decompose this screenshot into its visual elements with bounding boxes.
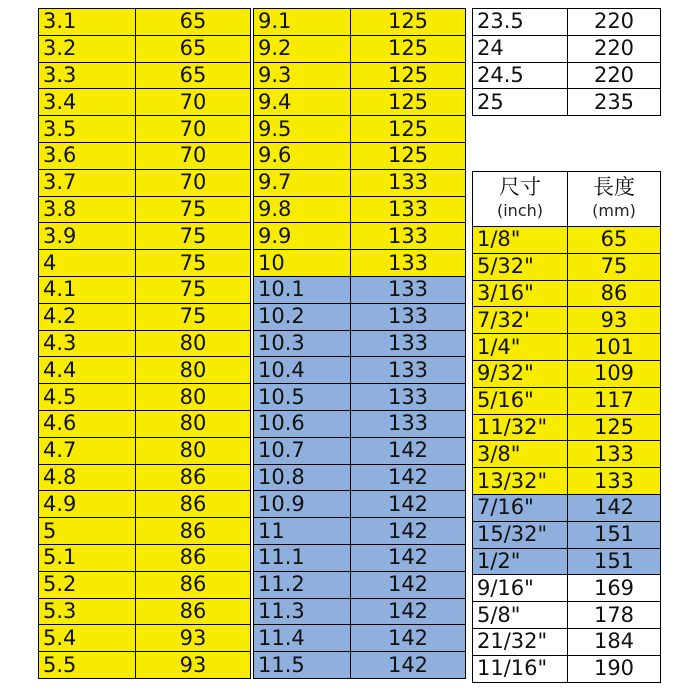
table-row (254, 276, 466, 303)
length-cell: 70 (136, 169, 251, 196)
size-cell: 4.4 (39, 357, 136, 384)
length-cell: 80 (136, 437, 251, 464)
table-row (254, 357, 466, 384)
table-row (39, 196, 251, 223)
size-cell: 9.7 (254, 169, 351, 196)
length-cell: 220 (568, 35, 661, 62)
length-cell: 86 (136, 571, 251, 598)
size-cell: 5/32" (473, 253, 568, 280)
length-cell: 133 (568, 468, 661, 495)
length-cell: 86 (136, 598, 251, 625)
length-cell: 125 (351, 9, 466, 36)
length-cell: 65 (136, 9, 251, 36)
table-row (39, 410, 251, 437)
table-row (39, 142, 251, 169)
size-cell: 9.5 (254, 116, 351, 143)
length-cell: 142 (568, 494, 661, 521)
length-cell: 80 (136, 330, 251, 357)
length-cell: 86 (136, 464, 251, 491)
size-cell: 25 (473, 89, 568, 116)
size-cell: 7/16" (473, 494, 568, 521)
table-header-row (473, 172, 661, 227)
length-cell: 142 (351, 625, 466, 652)
table-row (254, 9, 466, 36)
length-cell: 80 (136, 357, 251, 384)
size-cell: 3.4 (39, 89, 136, 116)
table-row (473, 62, 661, 89)
table-row (39, 223, 251, 250)
table-row (39, 35, 251, 62)
table-row (473, 227, 661, 254)
length-cell: 125 (351, 142, 466, 169)
size-cell: 5.2 (39, 571, 136, 598)
size-cell: 5.3 (39, 598, 136, 625)
length-cell: 93 (136, 625, 251, 652)
length-cell: 142 (351, 544, 466, 571)
length-cell: 80 (136, 410, 251, 437)
length-cell: 70 (136, 89, 251, 116)
table-row (254, 437, 466, 464)
table-row (39, 544, 251, 571)
length-cell: 133 (351, 330, 466, 357)
table-row (254, 571, 466, 598)
size-cell: 4.7 (39, 437, 136, 464)
length-cell: 142 (351, 518, 466, 545)
size-cell: 10.8 (254, 464, 351, 491)
table-row (473, 441, 661, 468)
length-cell: 178 (568, 602, 661, 629)
length-cell: 151 (568, 521, 661, 548)
size-cell: 3.3 (39, 62, 136, 89)
table-row (254, 384, 466, 411)
length-cell: 93 (568, 307, 661, 334)
length-cell: 133 (351, 384, 466, 411)
size-cell: 1/8" (473, 227, 568, 254)
table-row (254, 35, 466, 62)
length-cell: 70 (136, 142, 251, 169)
size-cell: 5.5 (39, 652, 136, 679)
size-cell: 4.9 (39, 491, 136, 518)
length-cell: 133 (351, 303, 466, 330)
length-cell: 75 (136, 250, 251, 277)
size-cell: 7/32' (473, 307, 568, 334)
table-row (473, 334, 661, 361)
table-row (473, 494, 661, 521)
length-cell: 142 (351, 571, 466, 598)
table-row (254, 89, 466, 116)
size-cell: 10.3 (254, 330, 351, 357)
size-cell: 9.9 (254, 223, 351, 250)
length-cell: 70 (136, 116, 251, 143)
size-cell: 10.2 (254, 303, 351, 330)
length-cell: 142 (351, 652, 466, 679)
size-cell: 11/32" (473, 414, 568, 441)
length-cell: 75 (136, 223, 251, 250)
table-row (39, 116, 251, 143)
table-row (473, 414, 661, 441)
length-cell: 184 (568, 628, 661, 655)
table-row (39, 276, 251, 303)
size-cell: 4.5 (39, 384, 136, 411)
table-row (39, 571, 251, 598)
size-cell: 10.9 (254, 491, 351, 518)
length-cell: 125 (351, 116, 466, 143)
length-cell: 75 (136, 196, 251, 223)
length-cell: 133 (351, 223, 466, 250)
table-row (473, 521, 661, 548)
table-row (254, 169, 466, 196)
table-row (39, 330, 251, 357)
table-row (473, 35, 661, 62)
table-row (473, 628, 661, 655)
size-cell: 4.8 (39, 464, 136, 491)
size-cell: 21/32" (473, 628, 568, 655)
size-cell: 10.1 (254, 276, 351, 303)
table-row (39, 169, 251, 196)
table-row (473, 307, 661, 334)
size-cell: 4.1 (39, 276, 136, 303)
length-cell: 86 (136, 544, 251, 571)
table-row (254, 625, 466, 652)
length-header-unit: (mm) (592, 201, 636, 220)
size-cell: 3.2 (39, 35, 136, 62)
table-row (473, 387, 661, 414)
size-table-metric-medium (253, 8, 466, 679)
table-row (473, 468, 661, 495)
length-cell: 220 (568, 9, 661, 36)
size-cell: 1/2" (473, 548, 568, 575)
size-cell: 11.1 (254, 544, 351, 571)
length-cell: 142 (351, 598, 466, 625)
table-row (39, 464, 251, 491)
size-cell: 5/8" (473, 602, 568, 629)
table-row (473, 655, 661, 682)
table-row (39, 357, 251, 384)
size-cell: 5.1 (39, 544, 136, 571)
length-cell: 93 (136, 652, 251, 679)
length-cell: 75 (568, 253, 661, 280)
length-cell: 65 (136, 62, 251, 89)
table-row (254, 491, 466, 518)
length-cell: 125 (351, 62, 466, 89)
size-cell: 24.5 (473, 62, 568, 89)
size-cell: 5/16" (473, 387, 568, 414)
size-cell: 4 (39, 250, 136, 277)
table-row (473, 253, 661, 280)
size-cell: 3.5 (39, 116, 136, 143)
table-row (39, 9, 251, 36)
size-cell: 11/16" (473, 655, 568, 682)
table-row (39, 652, 251, 679)
table-row (254, 652, 466, 679)
length-header-label: 長度 (593, 175, 635, 199)
length-cell: 151 (568, 548, 661, 575)
size-table-metric-small (38, 8, 251, 679)
size-cell: 9.8 (254, 196, 351, 223)
length-cell: 235 (568, 89, 661, 116)
size-cell: 3/8" (473, 441, 568, 468)
length-cell: 65 (136, 35, 251, 62)
length-cell: 65 (568, 227, 661, 254)
length-cell: 142 (351, 464, 466, 491)
length-cell: 125 (351, 89, 466, 116)
size-header-label: 尺寸 (499, 175, 541, 199)
length-header-cell (568, 172, 661, 227)
table-row (254, 544, 466, 571)
length-cell: 142 (351, 491, 466, 518)
table-row (254, 598, 466, 625)
size-cell: 15/32" (473, 521, 568, 548)
size-cell: 24 (473, 35, 568, 62)
table-row (473, 360, 661, 387)
table-row (254, 196, 466, 223)
length-cell: 125 (351, 35, 466, 62)
length-cell: 86 (136, 491, 251, 518)
size-cell: 10.5 (254, 384, 351, 411)
table-row (39, 518, 251, 545)
size-cell: 4.3 (39, 330, 136, 357)
length-cell: 133 (351, 357, 466, 384)
size-cell: 9.3 (254, 62, 351, 89)
table-row (473, 280, 661, 307)
length-cell: 75 (136, 303, 251, 330)
length-cell: 125 (568, 414, 661, 441)
table-row (473, 9, 661, 36)
size-cell: 10.6 (254, 410, 351, 437)
length-cell: 190 (568, 655, 661, 682)
size-cell: 9/32" (473, 360, 568, 387)
size-cell: 3.8 (39, 196, 136, 223)
size-cell: 1/4" (473, 334, 568, 361)
size-cell: 9.4 (254, 89, 351, 116)
table-row (254, 223, 466, 250)
size-cell: 9/16" (473, 575, 568, 602)
table-row (254, 250, 466, 277)
size-cell: 3.9 (39, 223, 136, 250)
size-cell: 9.1 (254, 9, 351, 36)
size-cell: 11 (254, 518, 351, 545)
size-cell: 10 (254, 250, 351, 277)
table-row (39, 303, 251, 330)
length-cell: 75 (136, 276, 251, 303)
table-row (39, 437, 251, 464)
table-row (473, 602, 661, 629)
size-cell: 4.6 (39, 410, 136, 437)
length-cell: 133 (351, 169, 466, 196)
size-cell: 10.7 (254, 437, 351, 464)
table-row (39, 625, 251, 652)
length-cell: 133 (568, 441, 661, 468)
size-cell: 3.1 (39, 9, 136, 36)
length-cell: 133 (351, 276, 466, 303)
length-cell: 133 (351, 410, 466, 437)
table-row (39, 491, 251, 518)
table-row (473, 575, 661, 602)
size-cell: 11.2 (254, 571, 351, 598)
length-cell: 133 (351, 196, 466, 223)
size-table-metric-large (472, 8, 661, 116)
size-cell: 3.6 (39, 142, 136, 169)
length-cell: 142 (351, 437, 466, 464)
table-row (254, 518, 466, 545)
length-cell: 133 (351, 250, 466, 277)
table-row (254, 330, 466, 357)
size-cell: 10.4 (254, 357, 351, 384)
size-cell: 9.6 (254, 142, 351, 169)
length-cell: 220 (568, 62, 661, 89)
table-row (39, 598, 251, 625)
size-cell: 11.3 (254, 598, 351, 625)
size-cell: 5.4 (39, 625, 136, 652)
table-row (39, 250, 251, 277)
table-row (39, 384, 251, 411)
size-cell: 3/16" (473, 280, 568, 307)
table-row (473, 548, 661, 575)
table-row (473, 89, 661, 116)
size-cell: 13/32" (473, 468, 568, 495)
size-cell: 23.5 (473, 9, 568, 36)
size-cell: 9.2 (254, 35, 351, 62)
size-cell: 11.4 (254, 625, 351, 652)
length-cell: 80 (136, 384, 251, 411)
table-row (254, 464, 466, 491)
size-header-unit: (inch) (496, 201, 543, 220)
length-cell: 86 (136, 518, 251, 545)
size-table-inch (472, 171, 661, 683)
length-cell: 101 (568, 334, 661, 361)
table-row (254, 116, 466, 143)
length-cell: 169 (568, 575, 661, 602)
table-row (254, 62, 466, 89)
size-cell: 5 (39, 518, 136, 545)
size-cell: 4.2 (39, 303, 136, 330)
table-row (39, 89, 251, 116)
length-cell: 117 (568, 387, 661, 414)
table-row (254, 142, 466, 169)
table-row (39, 62, 251, 89)
size-cell: 11.5 (254, 652, 351, 679)
size-header-cell (473, 172, 568, 227)
table-row (254, 410, 466, 437)
table-row (254, 303, 466, 330)
length-cell: 86 (568, 280, 661, 307)
length-cell: 109 (568, 360, 661, 387)
size-cell: 3.7 (39, 169, 136, 196)
